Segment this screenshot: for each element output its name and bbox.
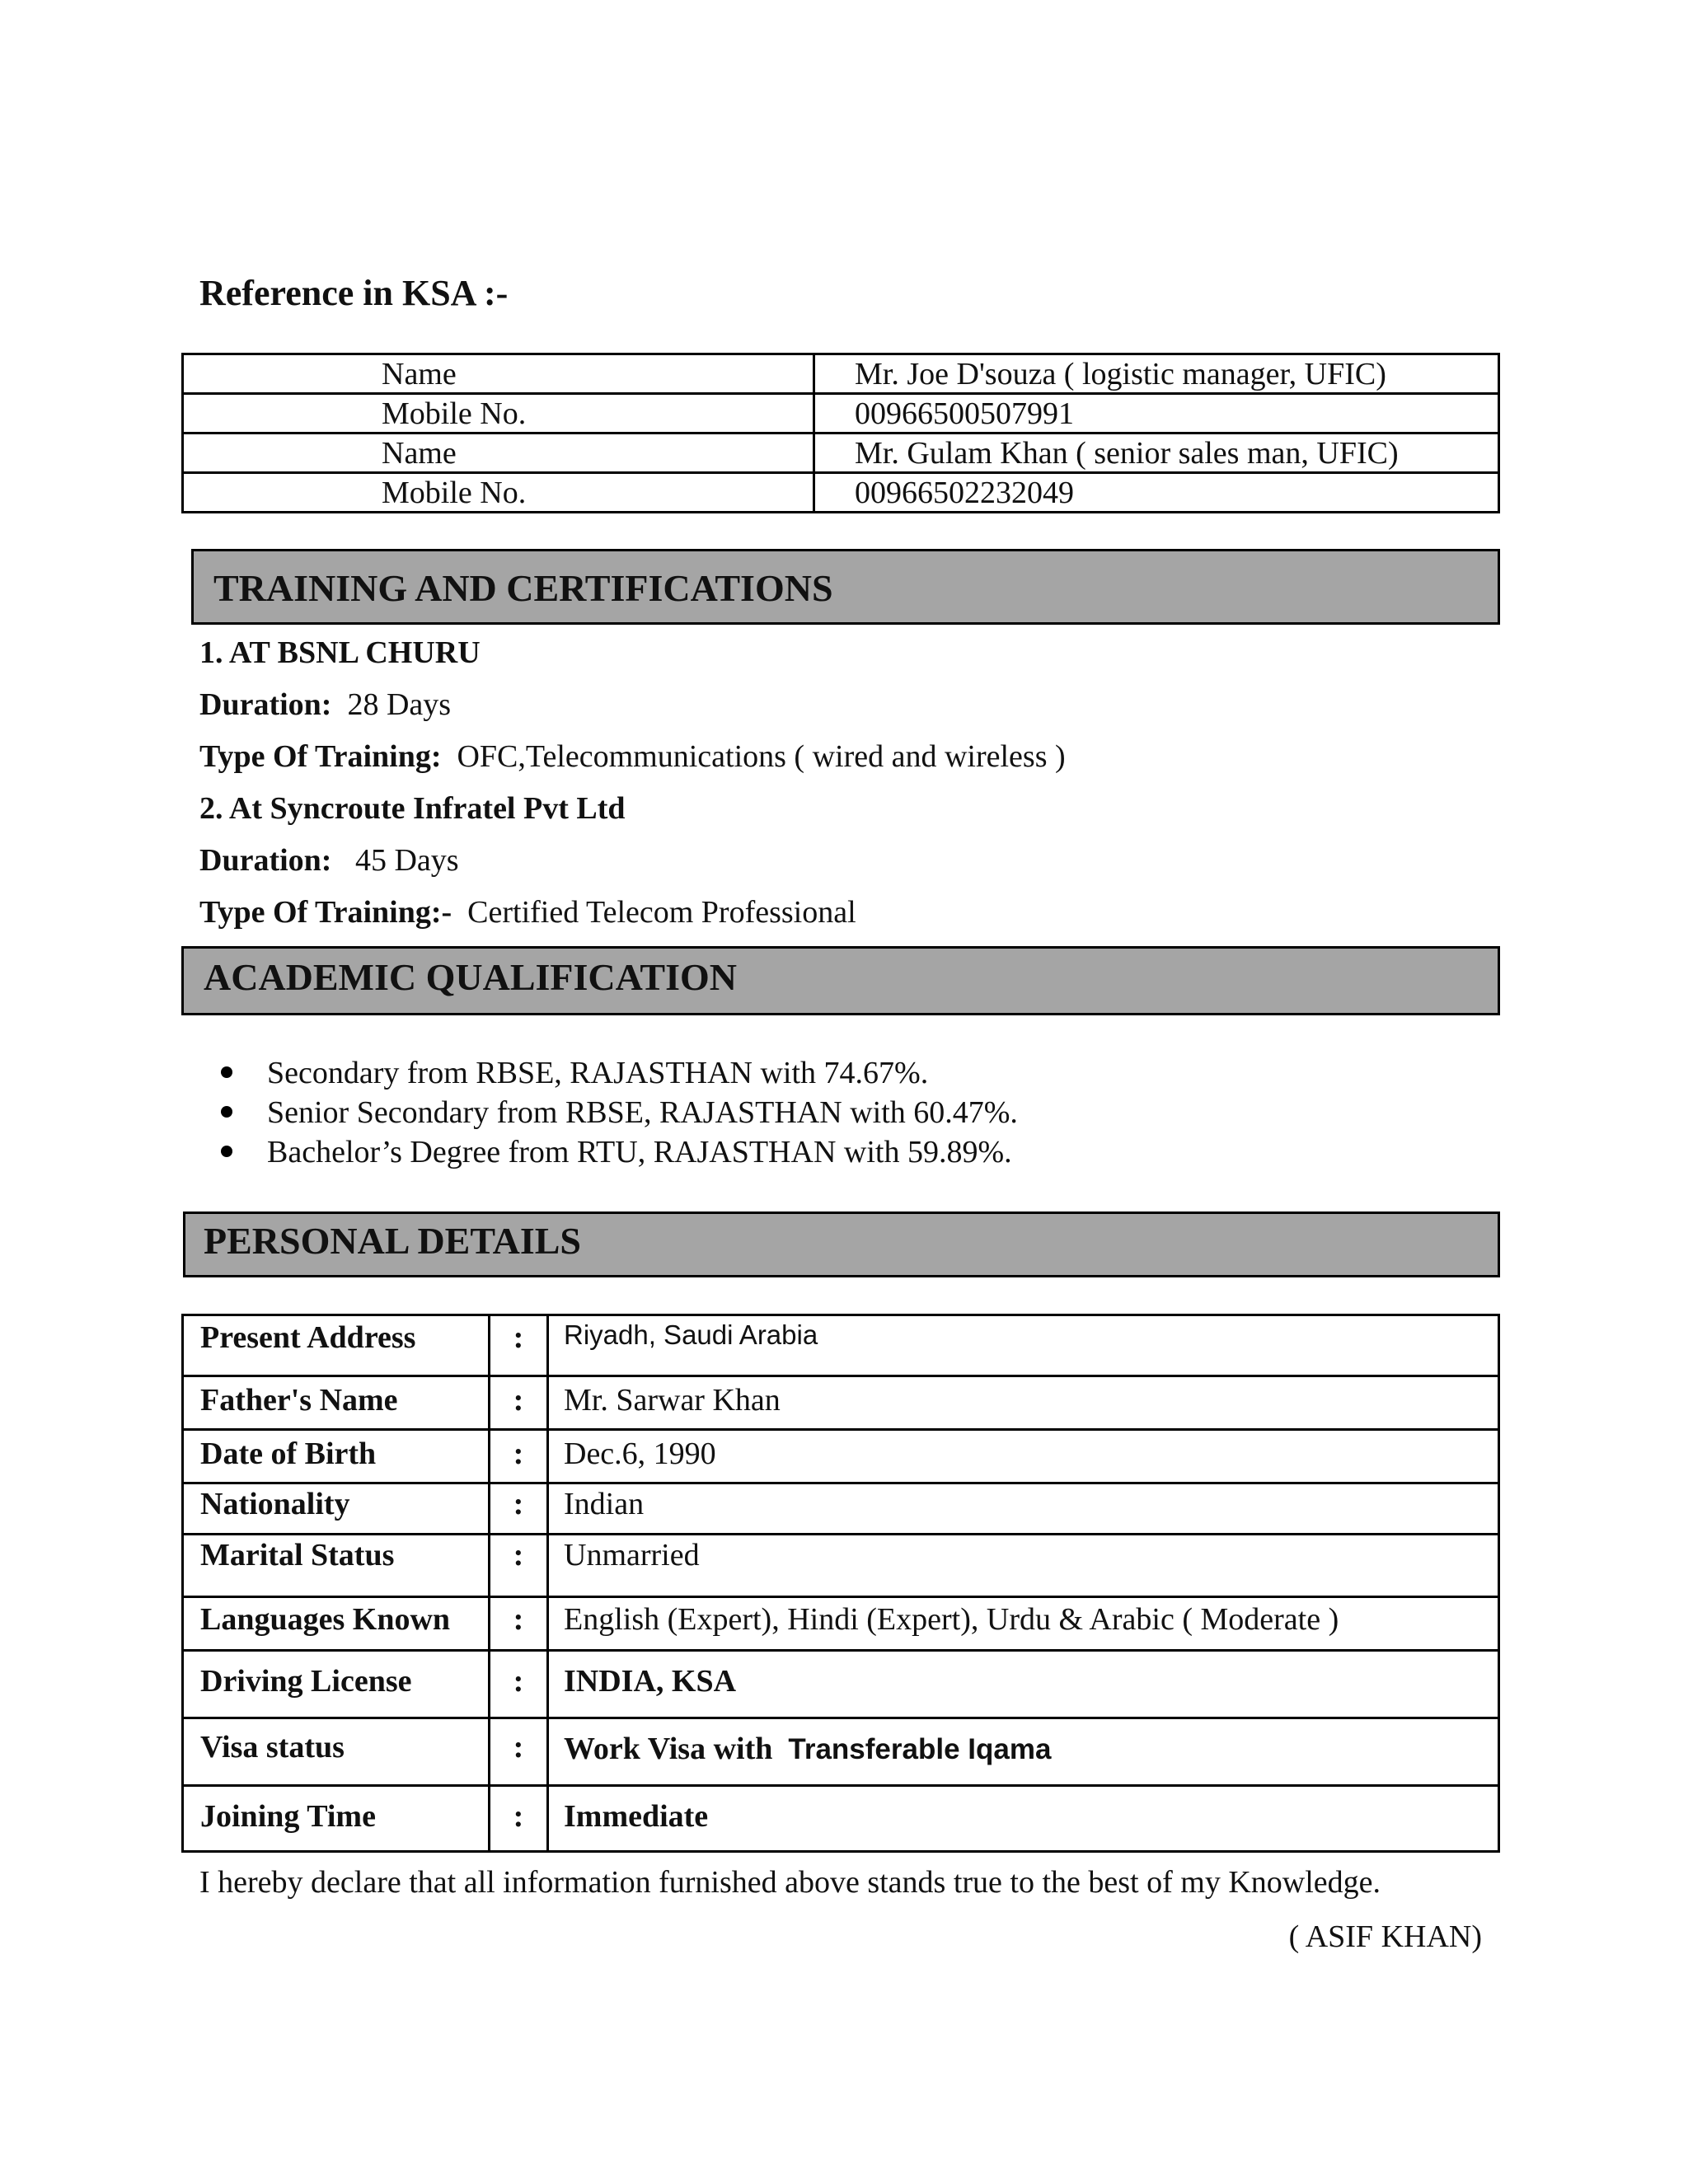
personal-key: Driving License (183, 1651, 490, 1718)
table-row (183, 1315, 1499, 1376)
training-item2-type (199, 894, 856, 930)
reference-value: Mr. Gulam Khan ( senior sales man, UFIC) (814, 434, 1499, 473)
personal-heading: PERSONAL DETAILS (183, 1212, 1500, 1277)
reference-key: Name (183, 434, 814, 473)
list-item-text: Senior Secondary from RBSE, RAJASTHAN with 60.47%. (267, 1095, 1018, 1130)
training-item1-title (199, 635, 481, 671)
table-row (183, 1376, 1499, 1430)
table-row (183, 1430, 1499, 1483)
training-item2-title-text: 2. At Syncroute Infratel Pvt Ltd (199, 791, 626, 826)
reference-key: Name (183, 354, 814, 394)
personal-key: Joining Time (183, 1786, 490, 1852)
separator: : (490, 1315, 548, 1376)
table-row (183, 434, 1499, 473)
duration-label: Duration: (199, 687, 332, 722)
separator: : (490, 1718, 548, 1786)
table-row (183, 1597, 1499, 1651)
list-item-text: Secondary from RBSE, RAJASTHAN with 74.67%. (267, 1056, 929, 1090)
table-row (183, 1483, 1499, 1535)
personal-value: Indian (548, 1483, 1499, 1535)
table-row (183, 1651, 1499, 1718)
training-heading: TRAINING AND CERTIFICATIONS (191, 549, 1500, 625)
personal-key: Visa status (183, 1718, 490, 1786)
personal-key: Languages Known (183, 1597, 490, 1651)
type-label: Type Of Training: (199, 739, 442, 774)
personal-value: Mr. Sarwar Khan (548, 1376, 1499, 1430)
visa-value-part-a: Work Visa with (564, 1732, 773, 1766)
personal-value: INDIA, KSA (548, 1651, 1499, 1718)
list-item (213, 1132, 1018, 1172)
type-label: Type Of Training:- (199, 895, 452, 930)
training-item1-title-text: 1. AT BSNL CHURU (199, 635, 481, 670)
table-row (183, 1718, 1499, 1786)
reference-table (181, 353, 1500, 513)
training-item2-duration (199, 842, 459, 879)
table-row (183, 354, 1499, 394)
personal-key: Date of Birth (183, 1430, 490, 1483)
personal-value: Unmarried (548, 1535, 1499, 1597)
duration-label: Duration: (199, 843, 332, 878)
separator: : (490, 1535, 548, 1597)
bullet-icon (221, 1146, 232, 1157)
list-item (213, 1053, 1018, 1093)
separator: : (490, 1651, 548, 1718)
bullet-icon (221, 1106, 232, 1118)
personal-value: English (Expert), Hindi (Expert), Urdu & Arabic ( Moderate ) (548, 1597, 1499, 1651)
reference-key: Mobile No. (183, 473, 814, 513)
personal-table (181, 1314, 1500, 1853)
training-item1-duration (199, 687, 451, 723)
type-value: Certified Telecom Professional (467, 895, 856, 930)
separator: : (490, 1430, 548, 1483)
reference-value: Mr. Joe D'souza ( logistic manager, UFIC) (814, 354, 1499, 394)
table-row (183, 1535, 1499, 1597)
bullet-icon (221, 1066, 232, 1078)
personal-value: Riyadh, Saudi Arabia (548, 1315, 1499, 1376)
reference-title: Reference in KSA :- (199, 273, 509, 313)
duration-value: 28 Days (347, 687, 452, 722)
reference-value: 00966502232049 (814, 473, 1499, 513)
type-value: OFC,Telecommunications ( wired and wireless ) (457, 739, 1066, 774)
personal-key: Nationality (183, 1483, 490, 1535)
personal-value: Dec.6, 1990 (548, 1430, 1499, 1483)
separator: : (490, 1483, 548, 1535)
list-item (213, 1093, 1018, 1132)
training-item1-type (199, 738, 1066, 775)
personal-key: Present Address (183, 1315, 490, 1376)
personal-value: Immediate (548, 1786, 1499, 1852)
personal-value (548, 1718, 1499, 1786)
table-row (183, 1786, 1499, 1852)
separator: : (490, 1597, 548, 1651)
reference-value: 00966500507991 (814, 394, 1499, 434)
declaration-text: I hereby declare that all information furnished above stands true to the best of my Knowledge. (199, 1865, 1381, 1900)
training-item2-title (199, 790, 626, 827)
separator: : (490, 1376, 548, 1430)
personal-key: Marital Status (183, 1535, 490, 1597)
academic-list (213, 1053, 1018, 1172)
list-item-text: Bachelor’s Degree from RTU, RAJASTHAN with 59.89%. (267, 1135, 1012, 1169)
reference-key: Mobile No. (183, 394, 814, 434)
visa-value-part-b: Transferable Iqama (788, 1733, 1052, 1765)
separator: : (490, 1786, 548, 1852)
signature-name: ( ASIF KHAN) (1288, 1919, 1482, 1954)
duration-value: 45 Days (354, 843, 459, 878)
academic-heading: ACADEMIC QUALIFICATION (181, 946, 1500, 1015)
table-row (183, 473, 1499, 513)
personal-key: Father's Name (183, 1376, 490, 1430)
table-row (183, 394, 1499, 434)
